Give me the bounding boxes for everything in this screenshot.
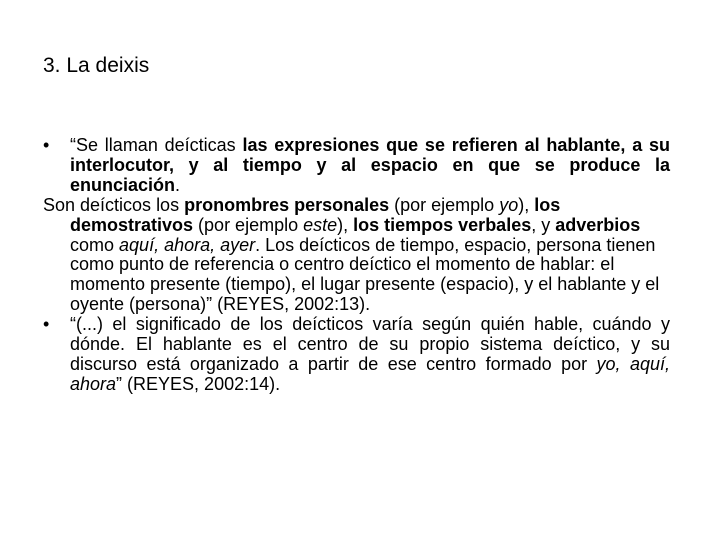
- text-run: (por ejemplo: [193, 214, 304, 235]
- text-run: como: [70, 234, 120, 255]
- bold-text: los demostrativos: [70, 194, 561, 235]
- paragraph-examples: [43, 196, 670, 315]
- bullet-marker: •: [43, 135, 50, 155]
- text-run: , y: [531, 214, 556, 235]
- italic-text: yo, aquí, ahora: [70, 353, 671, 394]
- slide-body: [43, 136, 670, 395]
- text-run: Son deícticos los: [43, 194, 185, 215]
- bold-text: adverbios: [555, 214, 641, 235]
- text-run: .: [175, 174, 181, 195]
- slide-title: 3. La deixis: [43, 54, 150, 77]
- text-run: ),: [337, 214, 354, 235]
- bold-text: los tiempos verbales: [353, 214, 532, 235]
- bullet-item-quote: [43, 315, 670, 395]
- bold-text: las expresiones que se refieren al hablante, a su interlocutor, y al tiempo y al espacio en que se produce la enunciación: [70, 135, 671, 195]
- text-run: ),: [518, 194, 535, 215]
- bold-text: pronombres personales: [184, 194, 390, 215]
- italic-text: aquí, ahora, ayer: [119, 234, 256, 255]
- italic-text: este: [303, 214, 338, 235]
- text-run: ” (REYES, 2002:14).: [116, 373, 281, 394]
- text-run: (por ejemplo: [389, 194, 500, 215]
- italic-text: yo: [499, 194, 519, 215]
- text-run: “(...) el significado de los deícticos varía según quién hable, cuándo y dónde. El hablante es el centro de su propio sistema deíctico, y su discurso está organizado a partir de ese centro formado por: [70, 314, 670, 374]
- bullet-marker: •: [43, 314, 50, 335]
- bullet-item-definition: [43, 136, 670, 196]
- text-run: “Se llaman deícticas: [70, 135, 243, 155]
- text-run: . Los deícticos de tiempo, espacio, persona tienen como punto de referencia o centro deíctico el momento de hablar: el momento presente (tiempo), el lugar presente (espacio), y el hablante y el oyente (persona)” (REYES, 2002:13).: [70, 234, 660, 315]
